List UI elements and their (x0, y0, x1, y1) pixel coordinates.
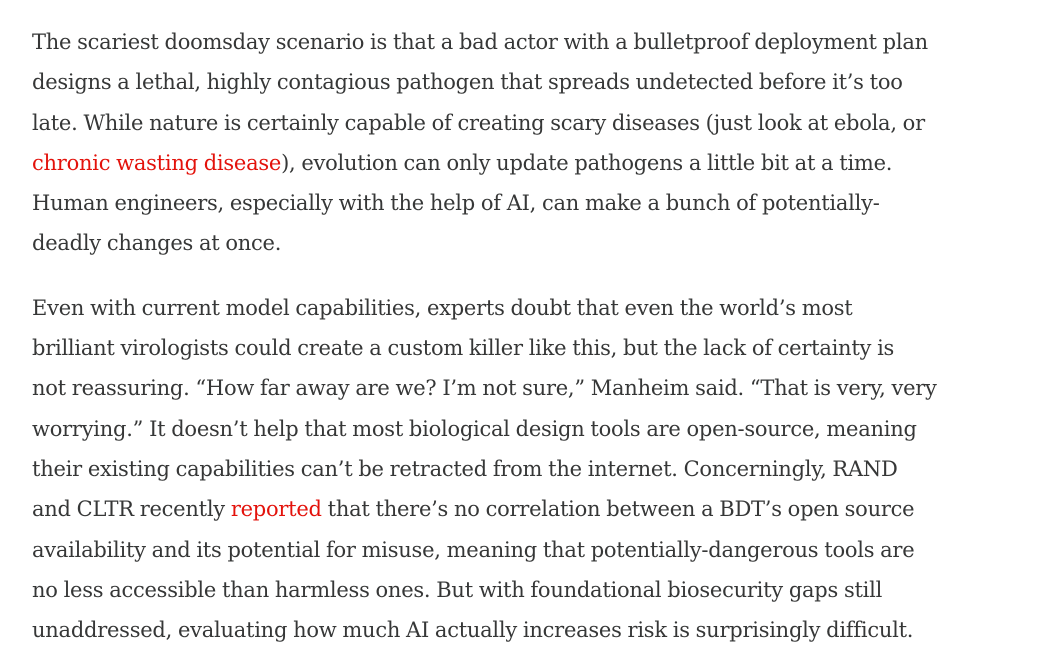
paragraph-line (32, 143, 1022, 183)
text-run: ), evolution can only update pathogens a little bit at a time. (281, 150, 893, 175)
article-body (32, 22, 1022, 650)
paragraph-line (32, 489, 1022, 529)
paragraph-line (32, 62, 1022, 102)
paragraph-line (32, 328, 1022, 368)
paragraph-line (32, 103, 1022, 143)
text-run: that there’s no correlation between a BDT’s open source (321, 497, 915, 522)
paragraph-line (32, 22, 1022, 62)
text-run: designs a lethal, highly contagious pathogen that spreads undetected before it’s too (32, 70, 903, 95)
chronic-wasting-disease-link[interactable]: chronic wasting disease (32, 150, 282, 175)
paragraph-line (32, 223, 1022, 263)
paragraph-line (32, 570, 1022, 610)
text-run: availability and its potential for misuse, meaning that potentially-dangerous tools are (32, 537, 915, 562)
paragraph-line (32, 449, 1022, 489)
text-run: deadly changes at once. (32, 231, 282, 256)
text-run: not reassuring. “How far away are we? I’m not sure,” Manheim said. “That is very, very (32, 376, 937, 401)
paragraph-1 (32, 22, 1022, 264)
text-run: their existing capabilities can’t be retracted from the internet. Concerningly, RAND (32, 456, 898, 481)
text-run: and CLTR recently (32, 497, 231, 522)
paragraph-line (32, 288, 1022, 328)
paragraph-line (32, 183, 1022, 223)
paragraph-line (32, 409, 1022, 449)
text-run: Even with current model capabilities, experts doubt that even the world’s most (32, 295, 853, 320)
text-run: The scariest doomsday scenario is that a bad actor with a bulletproof deployment plan (32, 30, 928, 54)
text-run: unaddressed, evaluating how much AI actually increases risk is surprisingly difficult. (32, 618, 914, 643)
text-run: worrying.” It doesn’t help that most biological design tools are open-source, meaning (32, 416, 917, 441)
paragraph-line (32, 530, 1022, 570)
paragraph-line (32, 368, 1022, 408)
text-run: late. While nature is certainly capable of creating scary diseases (just look at ebola, or (32, 110, 925, 135)
paragraph-line (32, 610, 1022, 650)
text-run: brilliant virologists could create a custom killer like this, but the lack of certainty is (32, 336, 895, 361)
text-run: no less accessible than harmless ones. But with foundational biosecurity gaps still (32, 577, 883, 602)
text-run: Human engineers, especially with the help of AI, can make a bunch of potentially- (32, 191, 880, 216)
paragraph-2 (32, 288, 1022, 651)
reported-link[interactable]: reported (230, 497, 322, 522)
